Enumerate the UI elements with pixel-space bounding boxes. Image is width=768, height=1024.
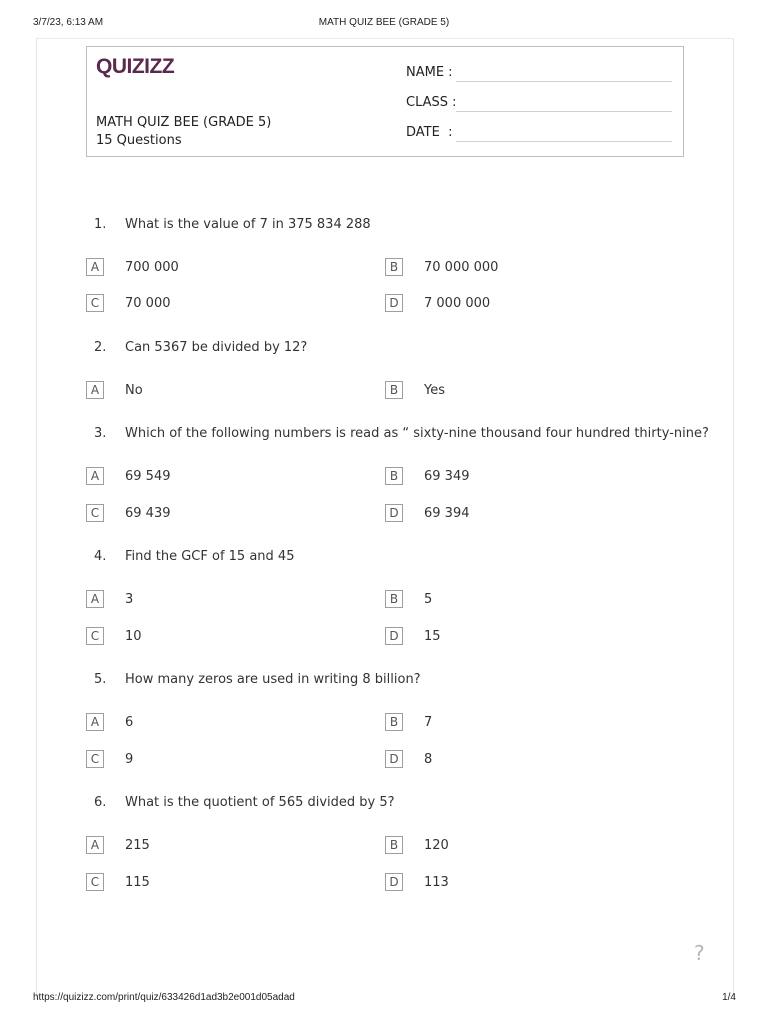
option-value: 70 000 000 [424,260,499,275]
question-number: 2. [94,340,107,355]
question-number: 3. [94,426,107,441]
option-letter-box: D [385,504,403,522]
question-text: What is the value of 7 in 375 834 288 [125,217,371,232]
option-value: 69 549 [125,469,171,484]
help-icon[interactable]: ? [694,941,705,965]
option-value: 120 [424,838,449,853]
option-value: 3 [125,592,134,607]
option-value: 215 [125,838,150,853]
option-value: 5 [424,592,433,607]
option-value: 6 [125,715,134,730]
print-url: https://quizizz.com/print/quiz/633426d1ad3b2e001d05adad [33,992,295,1003]
option-value: 115 [125,875,150,890]
class-line [456,111,672,112]
option-letter-box: B [385,836,403,854]
option-letter-box: B [385,590,403,608]
option-letter-box: B [385,467,403,485]
option-value: 10 [125,629,142,644]
option-value: 15 [424,629,441,644]
option-value: 69 394 [424,506,470,521]
name-line [456,81,672,82]
option-letter-box: A [86,836,104,854]
option-value: Yes [424,383,445,398]
quiz-header-box [86,46,684,157]
question-number: 4. [94,549,107,564]
question-number: 5. [94,672,107,687]
option-value: 7 [424,715,433,730]
option-letter-box: D [385,750,403,768]
option-value: 9 [125,752,134,767]
name-label: NAME : [406,65,453,80]
date-label: DATE : [406,125,453,140]
option-letter-box: A [86,381,104,399]
question-count: 15 Questions [96,133,182,148]
option-letter-box: A [86,713,104,731]
option-letter-box: C [86,627,104,645]
option-letter-box: B [385,258,403,276]
option-letter-box: A [86,467,104,485]
option-letter-box: D [385,627,403,645]
option-value: 69 349 [424,469,470,484]
page-number: 1/4 [722,992,736,1003]
option-letter-box: C [86,294,104,312]
option-letter-box: C [86,504,104,522]
question-text: How many zeros are used in writing 8 billion? [125,672,421,687]
option-value: 70 000 [125,296,171,311]
svg-text:QUIZIZZ: QUIZIZZ [96,55,175,78]
quizizz-logo [96,54,176,78]
question-text: Can 5367 be divided by 12? [125,340,308,355]
class-label: CLASS : [406,95,457,110]
print-title: MATH QUIZ BEE (GRADE 5) [318,17,450,28]
question-number: 6. [94,795,107,810]
option-letter-box: A [86,590,104,608]
option-value: 69 439 [125,506,171,521]
question-text: Find the GCF of 15 and 45 [125,549,295,564]
option-letter-box: A [86,258,104,276]
question-text: Which of the following numbers is read as “ sixty-nine thousand four hundred thirty-nine? [125,426,709,441]
option-value: 7 000 000 [424,296,491,311]
option-letter-box: C [86,873,104,891]
option-letter-box: D [385,873,403,891]
option-letter-box: B [385,381,403,399]
option-value: 113 [424,875,449,890]
option-letter-box: C [86,750,104,768]
question-text: What is the quotient of 565 divided by 5? [125,795,395,810]
option-value: 700 000 [125,260,179,275]
option-letter-box: B [385,713,403,731]
option-letter-box: D [385,294,403,312]
option-value: 8 [424,752,433,767]
print-datetime: 3/7/23, 6:13 AM [33,17,104,28]
option-value: No [125,383,143,398]
question-number: 1. [94,217,107,232]
date-line [456,141,672,142]
quiz-title: MATH QUIZ BEE (GRADE 5) [96,115,272,130]
